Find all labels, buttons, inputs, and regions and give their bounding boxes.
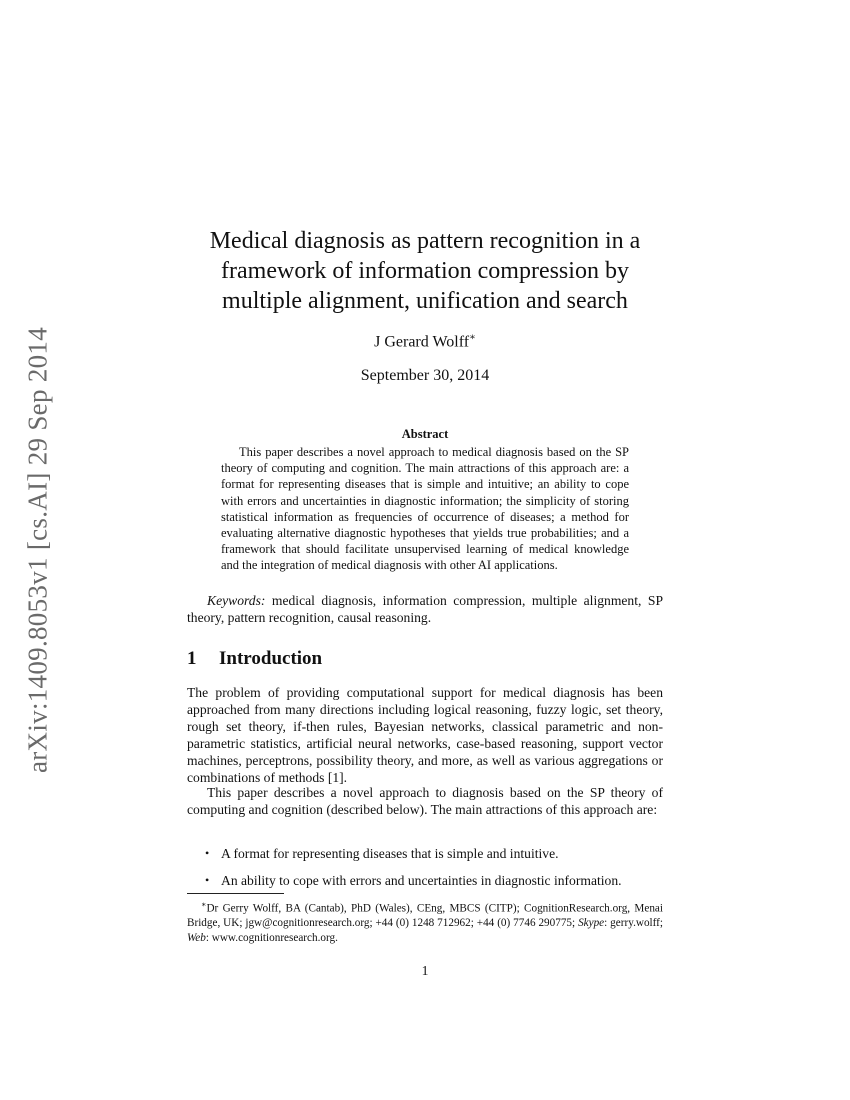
- bullet-icon: •: [205, 873, 210, 887]
- footnote-skype-label: Skype: [578, 917, 605, 930]
- author-footnote-mark: ∗: [469, 332, 476, 343]
- footnote-web-label: Web: [187, 931, 206, 944]
- list-item: [187, 872, 663, 889]
- author-footnote: [187, 898, 663, 945]
- intro-paragraph-1: The problem of providing computational support for medical diagnosis has been approached from many directions including logical reasoning, fuzzy logic, set theory, rough set theory, if-then rules, Bayesian networks, classical parametric and non-parametric statistics, artificial neural networks, case-based reasoning, support vector machines, perceptrons, possibility theory, and more, as well as various aggregations or combinations of methods [1].: [187, 685, 663, 786]
- footnote-text-a: Dr Gerry Wolff, BA (Cantab), PhD (Wales), CEng, MBCS (CITP); CognitionResearch.org, Menai Bridge, UK; jgw@cognitionresearch.org; +44 (0) 1248 712962; +44 (0) 7746 290775;: [187, 902, 663, 930]
- title-line-1: Medical diagnosis as pattern recognition in a: [209, 228, 641, 254]
- author: [150, 332, 700, 351]
- bullet-icon: •: [205, 846, 210, 860]
- publication-date: September 30, 2014: [360, 367, 490, 384]
- section-title: Introduction: [219, 648, 323, 669]
- page-number: 1: [421, 963, 429, 978]
- keywords-label: Keywords:: [207, 593, 266, 608]
- paper-title: [150, 226, 700, 316]
- title-line-2: framework of information compression by: [221, 258, 629, 284]
- author-name: J Gerard Wolff: [374, 333, 470, 351]
- list-item-text: An ability to cope with errors and uncertainties in diagnostic information.: [221, 873, 622, 888]
- footnote-text-b: : gerry.wolff;: [604, 917, 663, 930]
- footnote-text-c: : www.cognitionresearch.org.: [205, 931, 338, 944]
- list-item-text: A format for representing diseases that is simple and intuitive.: [221, 846, 559, 861]
- section-heading-introduction: [187, 648, 322, 670]
- arxiv-identifier-stamp: arXiv:1409.8053v1 [cs.AI] 29 Sep 2014: [22, 326, 53, 774]
- keywords: [187, 593, 663, 626]
- abstract-heading: Abstract: [401, 427, 449, 441]
- list-item: [187, 845, 663, 862]
- footnote-mark: ∗: [201, 900, 207, 909]
- title-line-3: multiple alignment, unification and search: [222, 288, 628, 314]
- abstract-text: This paper describes a novel approach to medical diagnosis based on the SP theory of computing and cognition. The main attractions of this approach are: a format for representing diseases that is simple and intuitive; an ability to cope with errors and uncertainties in diagnostic information; the simplicity of storing statistical information as frequencies of occurrence of diseases; a method for evaluating alternative diagnostic hypotheses that yields true probabilities; and a framework that should facilitate unsupervised learning of medical knowledge and the integration of medical diagnosis with other AI applications.: [221, 445, 629, 573]
- section-number: 1: [187, 648, 197, 669]
- intro-paragraph-2: This paper describes a novel approach to diagnosis based on the SP theory of computing and cognition (described below). The main attractions of this approach are:: [187, 785, 663, 818]
- attractions-list: [187, 845, 663, 899]
- keywords-text: medical diagnosis, information compression, multiple alignment, SP theory, pattern recognition, causal reasoning.: [187, 593, 663, 625]
- footnote-divider: [187, 893, 284, 894]
